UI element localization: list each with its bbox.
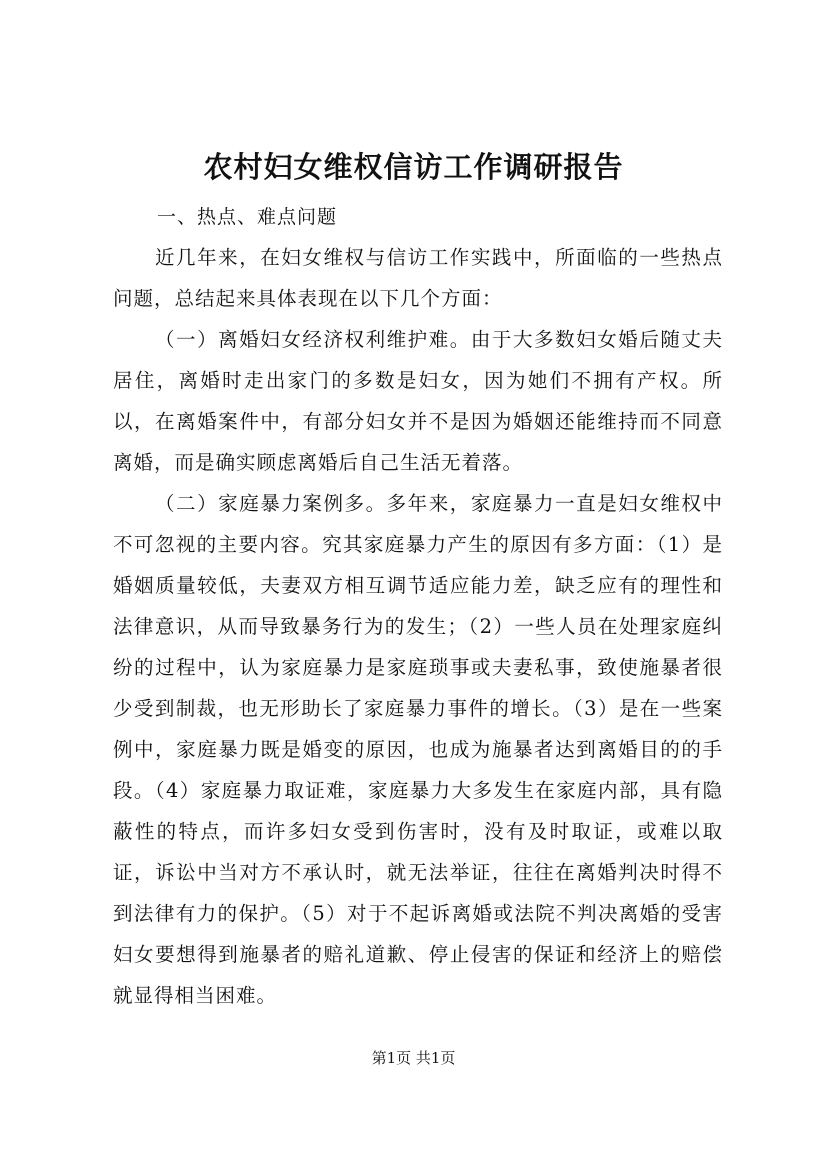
page-number: 第1页 共1页 bbox=[371, 1049, 456, 1067]
document-body bbox=[113, 197, 723, 1016]
paragraph-economic-rights: （一）离婚妇女经济权利维护难。由于大多数妇女婚后随丈夫居住，离婚时走出家门的多数是妇女，因为她们不拥有产权。所以，在离婚案件中，有部分妇女并不是因为婚姻还能维持而不同意离婚，而是确实顾虑离婚后自己生活无着落。 bbox=[113, 328, 723, 474]
paragraph-domestic-violence: （二）家庭暴力案例多。多年来，家庭暴力一直是妇女维权中不可忽视的主要内容。究其家庭暴力产生的原因有多方面：（1）是婚姻质量较低，夫妻双方相互调节适应能力差，缺乏应有的理性和法律意识，从而导致暴务行为的发生；（2）一些人员在处理家庭纠纷的过程中，认为家庭暴力是家庭琐事或夫妻私事，致使施暴者很少受到制裁，也无形助长了家庭暴力事件的增长。（3）是在一些案例中，家庭暴力既是婚变的原因，也成为施暴者达到离婚目的的手段。（4）家庭暴力取证难，家庭暴力大多发生在家庭内部，具有隐蔽性的特点，而许多妇女受到伤害时，没有及时取证，或难以取证，诉讼中当对方不承认时，就无法举证，往往在离婚判决时得不到法律有力的保护。（5）对于不起诉离婚或法院不判决离婚的受害妇女要想得到施暴者的赔礼道歉、停止侵害的保证和经济上的赔偿就显得相当困难。 bbox=[113, 492, 723, 1007]
section-heading: 一、热点、难点问题 bbox=[157, 206, 338, 228]
paragraph-intro: 近几年来，在妇女维权与信访工作实践中，所面临的一些热点问题，总结起来具体表现在以下几个方面： bbox=[113, 246, 723, 310]
document-title: 农村妇女维权信访工作调研报告 bbox=[203, 150, 624, 184]
